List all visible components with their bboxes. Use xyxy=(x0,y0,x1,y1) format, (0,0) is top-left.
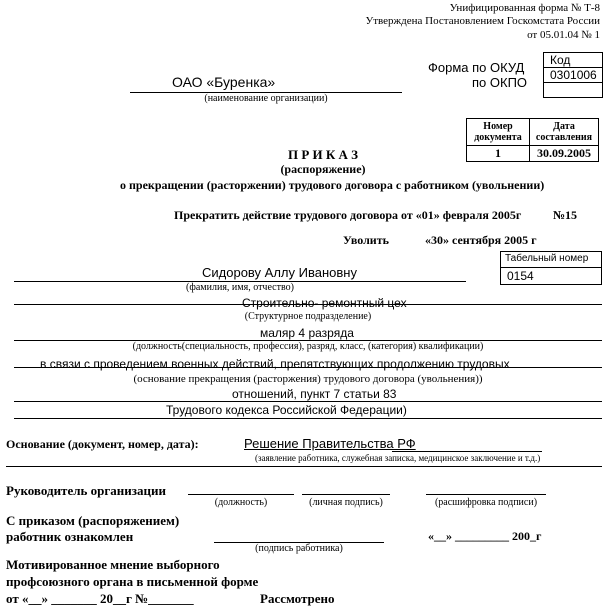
okud-value: 0301006 xyxy=(550,68,597,82)
employee-name: Сидорову Аллу Ивановну xyxy=(202,265,357,280)
head-signature-caption: (личная подпись) xyxy=(309,497,383,508)
organization-name: ОАО «Буренка» xyxy=(172,74,276,90)
reason-line1: в связи с проведением военных действий, препятствующих продолжению трудовых xyxy=(40,357,510,371)
organization-caption: (наименование организации) xyxy=(204,93,328,104)
head-decoding-caption: (расшифровка подписи) xyxy=(434,497,538,508)
acquainted-label1: С приказом (распоряжением) xyxy=(6,513,180,528)
union-line2: профсоюзного органа в письменной форме xyxy=(6,574,259,589)
reason-line3: Трудового кодекса Российской Федерации) xyxy=(166,403,407,417)
code-box xyxy=(543,52,603,98)
doc-subject: о прекращении (расторжении) трудового договора с работником (увольнении) xyxy=(120,178,545,192)
okpo-label: по ОКПО xyxy=(472,75,528,90)
union-line1: Мотивированное мнение выборного xyxy=(6,557,220,572)
position: маляр 4 разряда xyxy=(260,326,354,340)
okud-label: Форма по ОКУД xyxy=(428,60,525,75)
form-number: Унифицированная форма № Т-8 xyxy=(449,2,600,14)
doc-date-value: 30.09.2005 xyxy=(530,146,599,162)
head-position-caption: (должность) xyxy=(214,497,268,508)
department: Строительно- ремонтный цех xyxy=(242,296,407,310)
reason-line2: отношений, пункт 7 статьи 83 xyxy=(232,387,397,401)
doc-number-header: Номер документа xyxy=(467,119,530,146)
position-caption: (должность(специальность, профессия), разряд, класс, (категория) квалификации) xyxy=(132,341,484,352)
doc-subtitle: (распоряжение) xyxy=(280,162,366,176)
terminate-text: Прекратить действие трудового договора от «01» февраля 2005г xyxy=(174,208,522,222)
doc-date-header: Дата составления xyxy=(530,119,599,146)
doc-title: П Р И К А З xyxy=(287,147,359,162)
employee-name-caption: (фамилия, имя, отчество) xyxy=(186,282,294,293)
doc-number-value: 1 xyxy=(467,146,530,162)
union-line3: от «__» _______ 20__г №_______ xyxy=(6,591,194,606)
acquainted-date: «__» _________ 200_г xyxy=(428,529,542,543)
employee-signature-caption: (подпись работника) xyxy=(255,543,343,554)
dismiss-date: «30» сентября 2005 г xyxy=(425,233,537,247)
reason-caption: (основание прекращения (расторжения) трудового договора (увольнения)) xyxy=(133,373,483,385)
basis-caption: (заявление работника, служебная записка, медицинское заключение и т.д.) xyxy=(255,453,541,463)
head-label: Руководитель организации xyxy=(6,483,166,498)
basis-value: Решение Правительства РФ xyxy=(244,436,416,451)
tab-number-value: 0154 xyxy=(507,269,534,283)
tab-number-box xyxy=(500,251,602,285)
department-caption: (Структурное подразделение) xyxy=(244,311,372,322)
union-status: Рассмотрено xyxy=(260,591,335,606)
acquainted-label2: работник ознакомлен xyxy=(6,529,134,544)
approval-date: от 05.01.04 № 1 xyxy=(527,29,600,41)
contract-number: №15 xyxy=(553,208,578,222)
tab-number-label: Табельный номер xyxy=(505,253,589,264)
dismiss-label: Уволить xyxy=(343,233,389,247)
basis-label: Основание (документ, номер, дата): xyxy=(6,437,199,451)
code-header: Код xyxy=(550,53,571,67)
approval-line: Утверждена Постановлением Госкомстата России xyxy=(365,15,600,27)
